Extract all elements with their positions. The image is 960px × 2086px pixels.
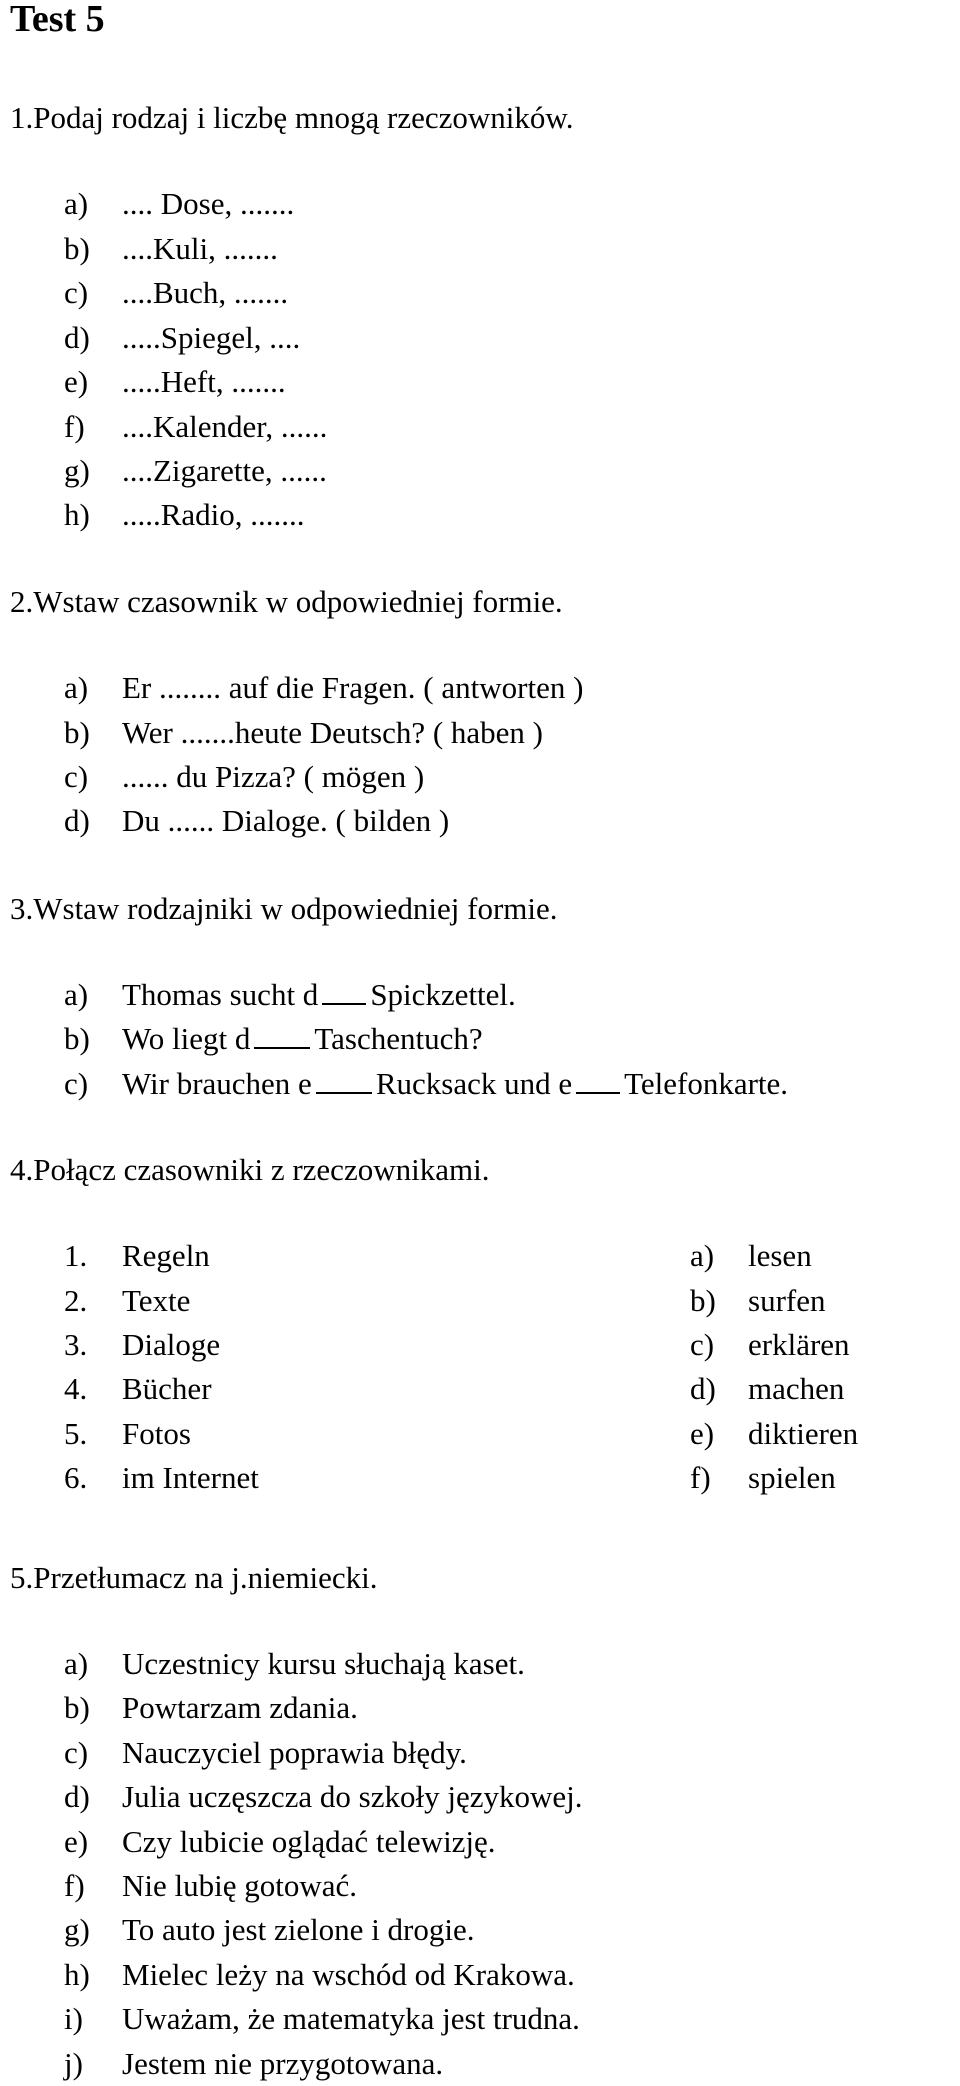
item-label: c) [64,1066,89,1101]
item-label: b) [64,1021,90,1056]
text-before-blank: Wir brauchen e [122,1066,312,1101]
item-label: i) [64,2001,83,2036]
item-label: e) [64,364,89,399]
answer-blank[interactable] [316,1091,372,1094]
text-before-blank: Thomas sucht d [122,977,319,1012]
item-text: Uczestnicy kursu słuchają kaset. [122,1646,525,1681]
item-label: f) [690,1460,711,1495]
item-text [122,1066,788,1102]
text-before-blank: Wo liegt d [122,1021,251,1056]
item-text: Uważam, że matematyka jest trudna. [122,2001,580,2036]
section-3-heading: 3.Wstaw rodzajniki w odpowiedniej formie. [10,891,558,926]
item-label: d) [64,803,90,838]
item-label: f) [64,1868,85,1903]
item-label: h) [64,497,90,532]
item-text: lesen [748,1238,812,1273]
item-text: .... Dose, ....... [122,186,295,221]
item-label: a) [64,1646,89,1681]
item-label: c) [64,275,89,310]
item-label: a) [690,1238,715,1273]
section-4-heading: 4.Połącz czasowniki z rzeczownikami. [10,1152,490,1187]
item-text: Fotos [122,1416,191,1451]
item-label: c) [64,759,89,794]
item-text: im Internet [122,1460,259,1495]
item-label: d) [690,1371,716,1406]
item-text: ....Buch, ....... [122,275,289,310]
item-label: 3. [64,1327,88,1362]
item-text [122,1021,483,1057]
item-text: Bücher [122,1371,212,1406]
item-text: machen [748,1371,845,1406]
item-text: Wer .......heute Deutsch? ( haben ) [122,715,543,750]
text-after-blank: Spickzettel. [370,977,516,1012]
item-label: c) [690,1327,715,1362]
page-title: Test 5 [10,0,105,40]
item-text: Texte [122,1283,191,1318]
item-label: b) [690,1283,716,1318]
item-label: f) [64,409,85,444]
item-text: surfen [748,1283,826,1318]
item-text: Du ...... Dialoge. ( bilden ) [122,803,450,838]
item-label: g) [64,453,90,488]
item-label: h) [64,1957,90,1992]
item-label: a) [64,977,89,1012]
section-1-heading: 1.Podaj rodzaj i liczbę mnogą rzeczowników. [10,100,574,135]
item-label: b) [64,715,90,750]
item-label: j) [64,2046,83,2081]
item-label: c) [64,1735,89,1770]
item-label: 2. [64,1283,88,1318]
item-label: g) [64,1912,90,1947]
item-text: .....Spiegel, .... [122,320,301,355]
item-text: Dialoge [122,1327,221,1362]
item-text: diktieren [748,1416,859,1451]
item-text: .....Heft, ....... [122,364,286,399]
item-text: spielen [748,1460,836,1495]
item-label: 1. [64,1238,88,1273]
answer-blank[interactable] [322,1002,366,1005]
answer-blank[interactable] [254,1046,310,1049]
item-text: Powtarzam zdania. [122,1690,358,1725]
item-text: ...... du Pizza? ( mögen ) [122,759,425,794]
item-label: a) [64,670,89,705]
item-text: ....Zigarette, ...... [122,453,327,488]
item-label: d) [64,1779,90,1814]
item-label: a) [64,186,89,221]
item-label: 6. [64,1460,88,1495]
item-text: Nauczyciel poprawia błędy. [122,1735,467,1770]
item-text: Regeln [122,1238,210,1273]
item-label: d) [64,320,90,355]
item-text: erklären [748,1327,850,1362]
text-after-blank: Taschentuch? [314,1021,483,1056]
text-middle: Rucksack und e [375,1066,573,1101]
item-label: b) [64,231,90,266]
item-label: e) [690,1416,715,1451]
item-label: e) [64,1824,89,1859]
item-text: Nie lubię gotować. [122,1868,358,1903]
item-text: .....Radio, ....... [122,497,305,532]
item-text: Jestem nie przygotowana. [122,2046,444,2081]
item-label: 4. [64,1371,88,1406]
text-after-blank: Telefonkarte. [624,1066,789,1101]
item-text: Julia uczęszcza do szkoły językowej. [122,1779,583,1814]
item-text: Mielec leży na wschód od Krakowa. [122,1957,575,1992]
item-text: ....Kalender, ...... [122,409,328,444]
item-text: Er ........ auf die Fragen. ( antworten ) [122,670,584,705]
item-text: Czy lubicie oglądać telewizję. [122,1824,496,1859]
item-text: ....Kuli, ....... [122,231,278,266]
section-2-heading: 2.Wstaw czasownik w odpowiedniej formie. [10,584,563,619]
section-5-heading: 5.Przetłumacz na j.niemiecki. [10,1560,378,1595]
item-text: To auto jest zielone i drogie. [122,1912,475,1947]
item-label: 5. [64,1416,88,1451]
item-label: b) [64,1690,90,1725]
answer-blank[interactable] [576,1091,620,1094]
item-text [122,977,516,1013]
